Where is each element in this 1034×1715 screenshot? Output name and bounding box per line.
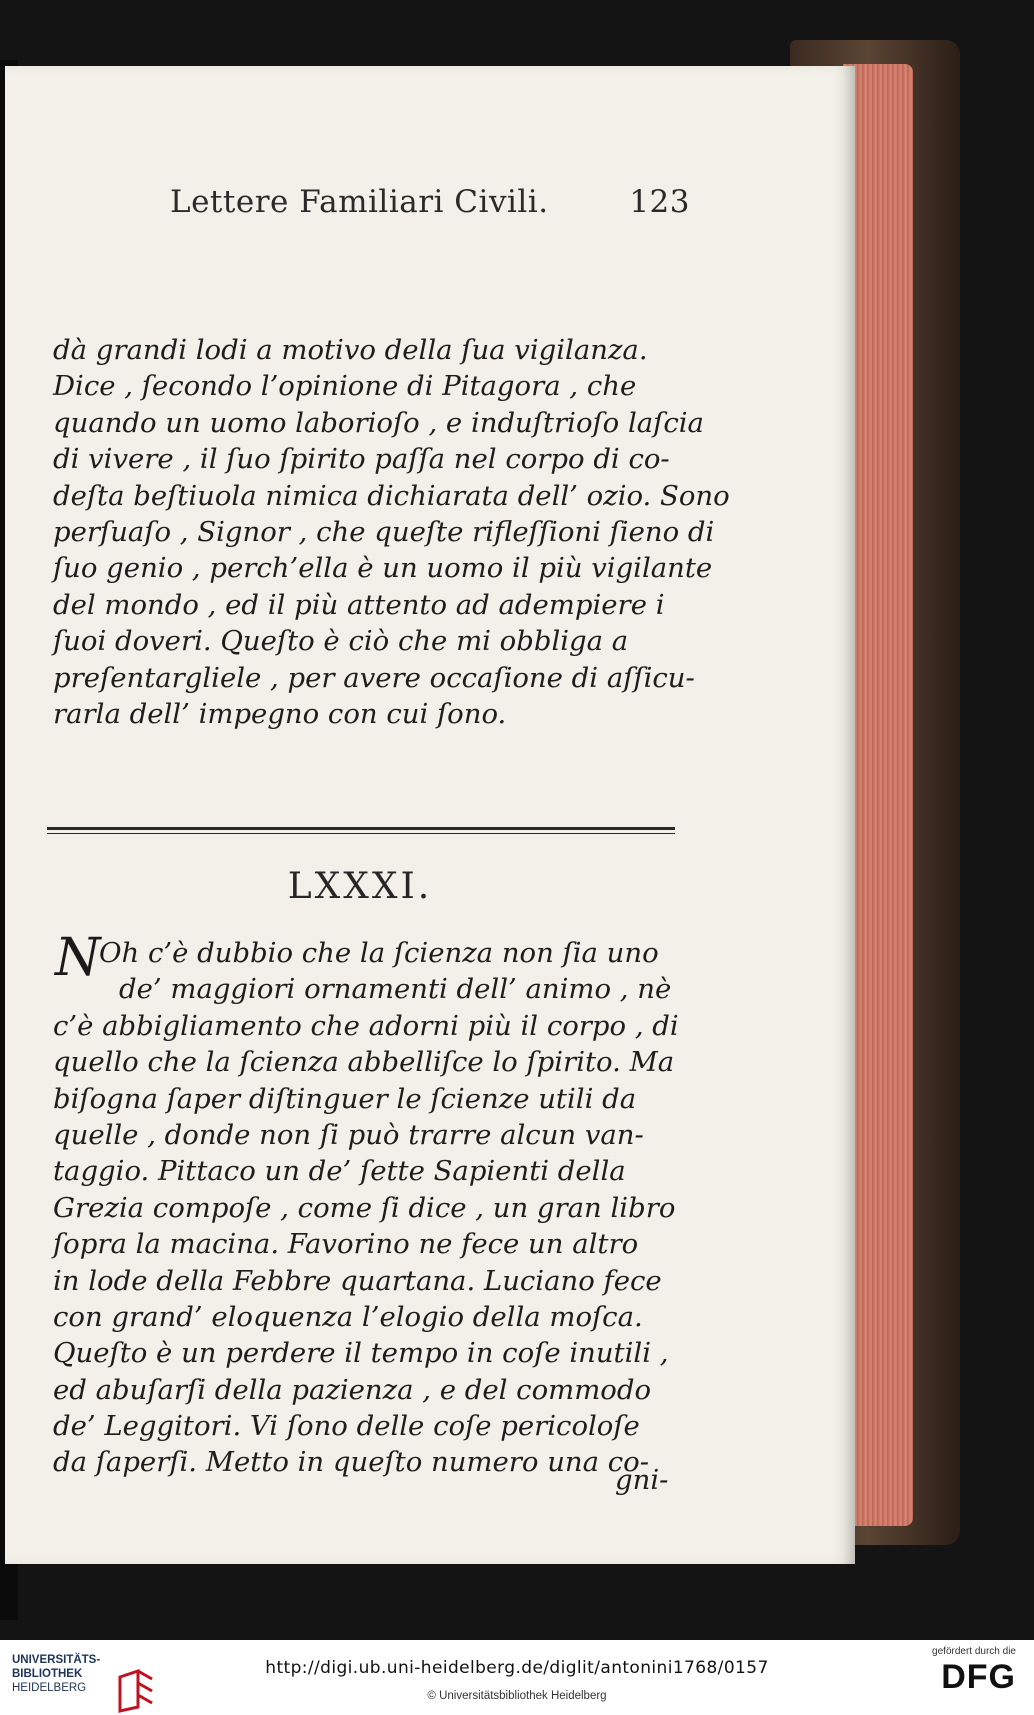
section-divider-thin — [47, 833, 675, 834]
text-line: di vivere , il ſuo ſpirito paſſa nel corpo di co- — [53, 443, 670, 476]
text-line: da ſaperſi. Metto in queſto numero una co- — [53, 1446, 650, 1479]
text-line: Dice , ſecondo l’opinione di Pitagora , che — [53, 370, 637, 403]
text-line: c’è abbigliamento che adorni più il corpo , di — [53, 1009, 679, 1042]
library-name-line: BIBLIOTHEK — [12, 1668, 83, 1680]
running-title: Lettere Familiari Civili. — [170, 184, 549, 220]
dfg-logo[interactable]: DFG — [941, 1658, 1016, 1696]
letter-number-heading: LXXXI. — [287, 866, 433, 907]
text-line: quelle , donde non ſi può trarre alcun van- — [53, 1118, 644, 1151]
text-line: quando un uomo laborioſo , e induſtrioſo laſcia — [53, 406, 704, 439]
section-divider-thick — [47, 827, 675, 830]
text-line: perſuaſo , Signor , che queſte rifleſſioni ſieno di — [53, 515, 715, 548]
library-name-line: UNIVERSITÄTS- — [12, 1654, 101, 1666]
paragraph-continued — [53, 332, 730, 732]
text-line: Grezia compoſe , come ſi dice , un gran libro — [53, 1191, 676, 1224]
text-line: dà grandi lodi a motivo della ſua vigilanza. — [53, 334, 648, 366]
text-line: de’ Leggitori. Vi ſono delle coſe pericoloſe — [53, 1410, 640, 1443]
text-line: in lode della Febbre quartana. Luciano fece — [53, 1264, 662, 1297]
copyright-notice: © Universitätsbibliothek Heidelberg — [427, 1690, 607, 1702]
text-line: ſuo genio , perch’ella è un uomo il più vigilante — [53, 552, 713, 585]
text-line: quello che la ſcienza abbelliſce lo ſpirito. Ma — [53, 1046, 675, 1079]
text-line: Oh c’è dubbio che la ſcienza non ſia uno — [99, 937, 659, 969]
page-number: 123 — [629, 184, 690, 220]
drop-cap: N — [55, 928, 101, 988]
permalink-url[interactable]: http://digi.ub.uni-heidelberg.de/diglit/antonini1768/0157 — [265, 1658, 769, 1678]
text-line: con grand’ eloquenza l’elogio della moſca. — [53, 1300, 643, 1333]
text-line: de’ maggiori ornamenti dell’ animo , nè — [119, 973, 672, 1006]
text-line: del mondo , ed il più attento ad adempiere i — [53, 588, 665, 621]
catchword: gni- — [615, 1464, 669, 1496]
text-line: deſta beſtiuola nimica dichiarata dell’ ozio. Sono — [53, 479, 730, 512]
text-line: ſopra la macina. Favorino ne fece un altro — [53, 1228, 639, 1261]
funding-text: gefördert durch die — [932, 1646, 1016, 1657]
funding-notice — [906, 1646, 1016, 1697]
book-page — [5, 66, 855, 1564]
text-line: Queſto è un perdere il tempo in coſe inutili , — [53, 1337, 669, 1370]
text-line: rarla dell’ impegno con cui ſono. — [53, 697, 507, 730]
text-line: preſentargliele , per avere occaſione di aſſicu- — [53, 661, 695, 694]
text-line: taggio. Pittaco un de’ ſette Sapienti della — [53, 1155, 626, 1188]
text-line: ſuoi doveri. Queſto è ciò che mi obbliga a — [53, 625, 629, 658]
text-line: biſogna ſaper diſtinguer le ſcienze utili da — [53, 1082, 637, 1115]
letter-body — [53, 935, 678, 1481]
library-name-line: HEIDELBERG — [12, 1682, 87, 1694]
viewer-footer — [0, 1640, 1034, 1715]
text-line: ed abuſarſi della pazienza , e del commodo — [53, 1373, 652, 1406]
